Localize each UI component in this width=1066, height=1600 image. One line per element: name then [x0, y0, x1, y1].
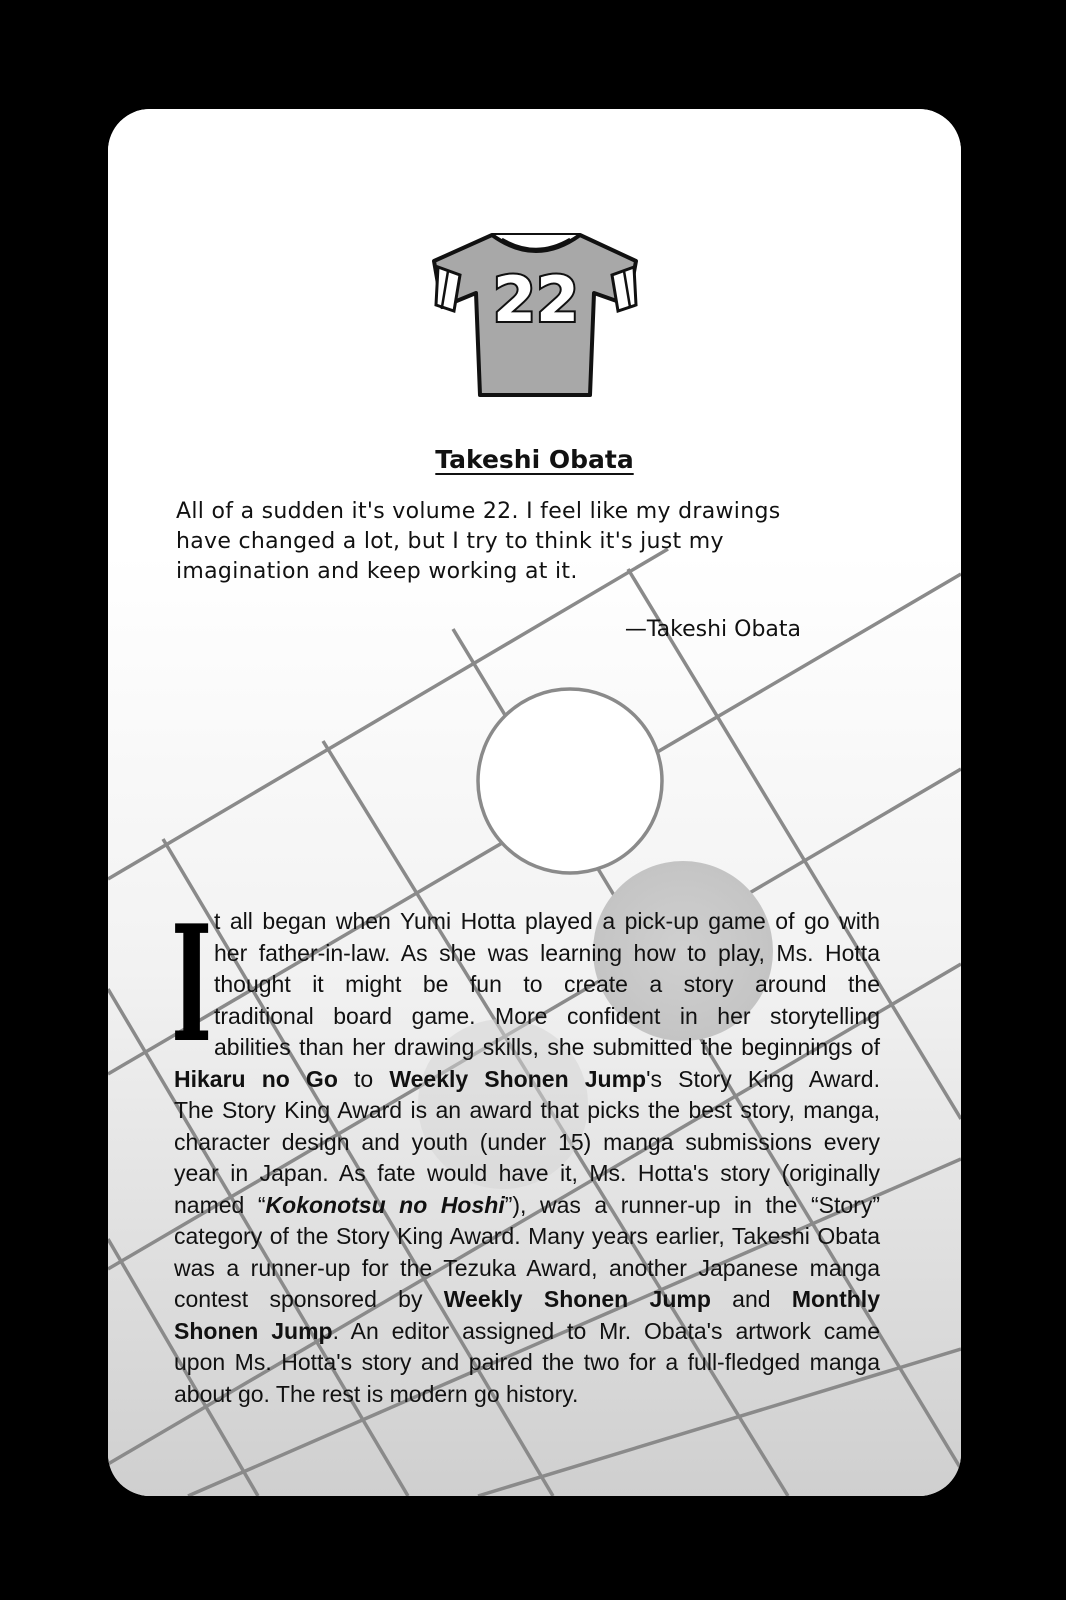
- title-weekly-shonen-jump: Weekly Shonen Jump: [443, 1286, 711, 1312]
- story-line: [174, 1316, 880, 1348]
- jersey-shirt-icon: [430, 227, 642, 399]
- story-text: ”), was a runner-up in the “Story”: [504, 1191, 880, 1218]
- story-line: year in Japan. As fate would have it, Ms. Hotta's story (originally: [174, 1160, 880, 1186]
- story-line: [174, 1284, 880, 1316]
- story-text: . An editor assigned to Mr. Obata's artwork came: [332, 1317, 880, 1344]
- story-line: category of the Story King Award. Many years earlier, Takeshi Obata: [174, 1223, 880, 1249]
- story-line: character design and youth (under 15) manga submissions every: [174, 1128, 880, 1155]
- story-line: abilities than her drawing skills, she submitted the beginnings of: [214, 1034, 880, 1060]
- story-text: to: [337, 1065, 390, 1092]
- story-line: [174, 1064, 880, 1096]
- white-go-stone: [478, 689, 662, 873]
- title-kokonotsu-no-hoshi: Kokonotsu no Hoshi: [265, 1191, 505, 1218]
- author-signature: —Takeshi Obata: [624, 617, 801, 642]
- profile-card: [108, 109, 961, 1496]
- story-text: and: [710, 1286, 792, 1312]
- story-line: upon Ms. Hotta's story and paired the two for a full-fledged manga: [174, 1349, 880, 1375]
- jersey-number: 22: [492, 263, 580, 336]
- drop-cap: I: [171, 890, 213, 1078]
- story-text: contest sponsored by: [174, 1286, 444, 1312]
- story-line: [174, 1190, 880, 1222]
- title-shonen-jump: Shonen Jump: [174, 1317, 333, 1344]
- story-line: The Story King Award is an award that picks the best story, manga,: [174, 1097, 880, 1123]
- story-line: was a runner-up for the Tezuka Award, another Japanese manga: [174, 1254, 880, 1281]
- story-line: about go. The rest is modern go history.: [174, 1380, 579, 1407]
- story-line: her father-in-law. As she was learning how to play, Ms. Hotta: [214, 939, 880, 966]
- story-line: t all began when Yumi Hotta played a pick-up game of go with: [214, 908, 880, 934]
- story-line: thought it might be fun to create a story around the: [214, 971, 880, 997]
- comment-line: have changed a lot, but I try to think it's just my: [176, 529, 724, 554]
- title-hikaru-no-go: Hikaru no Go: [174, 1065, 338, 1092]
- comment-line: imagination and keep working at it.: [176, 559, 578, 584]
- story-text: named “: [174, 1191, 266, 1218]
- story-line: traditional board game. More confident in her storytelling: [214, 1002, 880, 1029]
- author-comment: [176, 497, 876, 587]
- title-monthly: Monthly: [791, 1286, 880, 1312]
- comment-line: All of a sudden it's volume 22. I feel like my drawings: [176, 499, 781, 524]
- story-paragraph: [174, 906, 961, 1410]
- story-text: 's Story King Award.: [646, 1065, 880, 1092]
- author-name: Takeshi Obata: [435, 445, 634, 474]
- title-weekly-shonen-jump: Weekly Shonen Jump: [389, 1065, 647, 1092]
